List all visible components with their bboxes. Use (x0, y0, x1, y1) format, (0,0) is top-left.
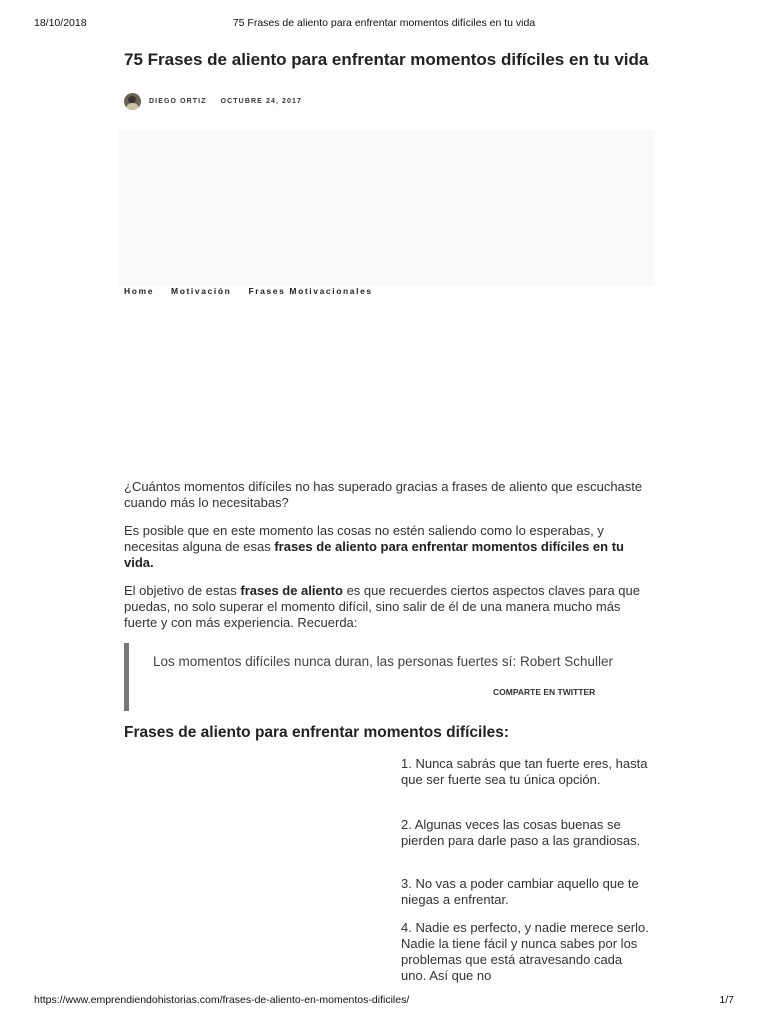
byline (124, 92, 302, 110)
breadcrumb-motivacion[interactable]: Motivación (171, 286, 232, 296)
p3-text-end: es que recuerdes ciertos aspectos claves para que puedas, no solo superar el momento difícil, sino salir de él de una manera mucho más fuerte y con más experiencia. Recuerda: (124, 583, 640, 630)
list-item: 3. No vas a poder cambiar aquello que te niegas a enfrentar. (401, 876, 639, 907)
breadcrumb-home[interactable]: Home (124, 286, 155, 296)
p3-text-start: El objetivo de estas (124, 583, 241, 598)
list-item: 4. Nadie es perfecto, y nadie merece serlo. Nadie la tiene fácil y nunca sabes por los problemas que está atravesando cada uno. Así que no (401, 920, 649, 983)
intro-paragraph: ¿Cuántos momentos difíciles no has superado gracias a frases de aliento que escuchaste cuando más lo necesitabas? (124, 479, 643, 510)
breadcrumb-frases-motivacionales[interactable]: Frases Motivacionales (248, 286, 373, 296)
publish-date: OCTUBRE 24, 2017 (220, 97, 303, 105)
section-heading: Frases de aliento para enfrentar momentos difíciles: (124, 724, 510, 741)
article-title: 75 Frases de aliento para enfrentar momentos difíciles en tu vida (124, 50, 649, 69)
list-item: 2. Algunas veces las cosas buenas se pierden para darle paso a las grandiosas. (401, 817, 641, 848)
p3-bold-text: frases de aliento (240, 583, 343, 598)
third-paragraph (124, 583, 649, 631)
tweet-button[interactable]: COMPARTE EN TWITTER (493, 687, 596, 697)
blockquote-text: Los momentos difíciles nunca duran, las personas fuertes sí: Robert Schuller (153, 654, 613, 669)
print-date: 18/10/2018 (34, 17, 87, 29)
avatar[interactable] (124, 93, 141, 110)
author-link[interactable]: DIEGO ORTIZ (149, 97, 207, 105)
print-footer-url: https://www.emprendiendohistorias.com/frases-de-aliento-en-momentos-dificiles/ (34, 994, 410, 1006)
blockquote-bar (124, 643, 129, 711)
p2-text: Es posible que en este momento las cosas no estén saliendo como lo esperabas, y necesitas alguna de esas (124, 523, 604, 554)
second-paragraph (124, 523, 649, 571)
p2-bold-text: frases de aliento para enfrentar momentos difíciles en tu vida. (124, 539, 624, 570)
print-header-title: 75 Frases de aliento para enfrentar momentos difíciles en tu vida (232, 17, 536, 29)
ad-placeholder (118, 130, 655, 286)
list-item: 1. Nunca sabrás que tan fuerte eres, hasta que ser fuerte sea tu única opción. (401, 756, 648, 787)
breadcrumb (124, 286, 373, 296)
print-page-number: 1/7 (719, 994, 734, 1006)
